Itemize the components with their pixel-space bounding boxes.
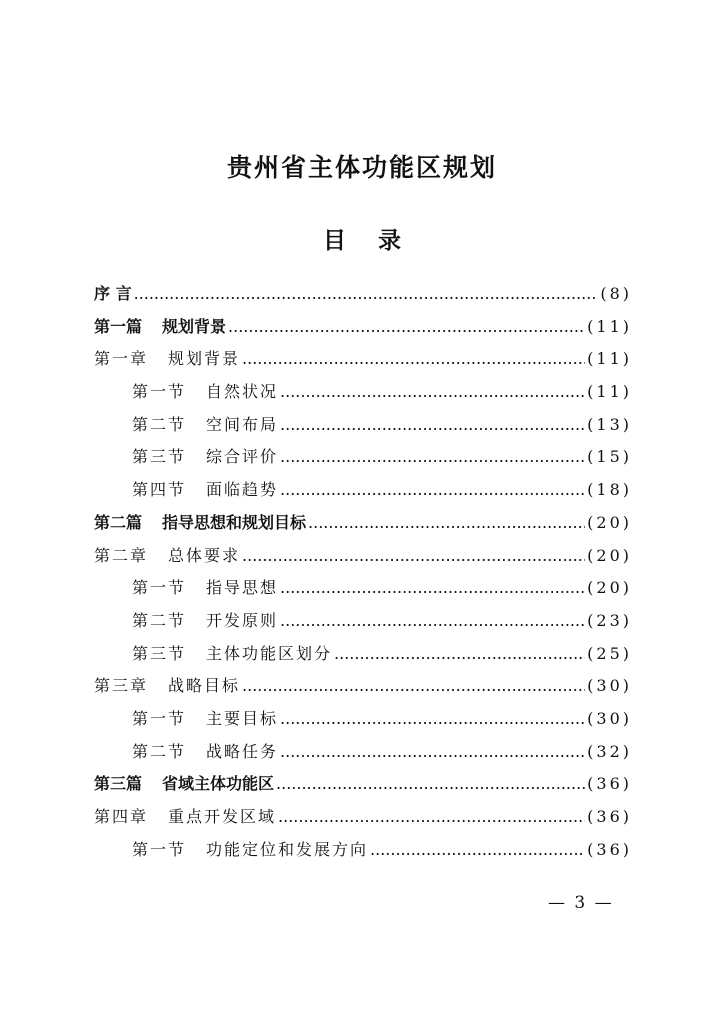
toc-entry-label: [94, 343, 240, 376]
toc-entry-title: 综合评价: [206, 447, 279, 467]
toc-entry-label: [94, 801, 276, 834]
dot-leader: [278, 801, 585, 834]
dot-leader: [334, 638, 585, 671]
toc-entry-label: [94, 278, 132, 311]
dot-leader: [242, 540, 585, 573]
toc-entry[interactable]: [94, 376, 632, 409]
toc-entry[interactable]: [94, 736, 632, 769]
toc-entry[interactable]: [94, 703, 632, 736]
toc-entry-number: 第三节: [132, 643, 187, 663]
toc-entry-title: 指导思想和规划目标: [162, 512, 307, 532]
dot-leader: [276, 768, 585, 801]
toc-entry-title: 自然状况: [206, 382, 279, 402]
toc-entry-page: (20): [587, 545, 632, 565]
toc-entry-title: 指导思想: [206, 578, 279, 598]
toc-entry-title: 功能定位和发展方向: [206, 839, 369, 859]
dot-leader: [242, 670, 585, 703]
toc-entry[interactable]: [94, 768, 632, 801]
toc-entry-title: 空间布局: [206, 414, 279, 434]
table-of-contents: [94, 278, 632, 866]
dot-leader: [280, 572, 585, 605]
toc-entry-number: 第一节: [132, 382, 187, 402]
toc-entry-label: [132, 572, 278, 605]
toc-entry-label: [94, 670, 240, 703]
toc-entry-title: 面临趋势: [206, 480, 279, 500]
toc-entry-number: 第三章: [94, 676, 149, 696]
toc-entry-number: 第三节: [132, 447, 187, 467]
toc-entry-title: 规划背景: [168, 349, 241, 369]
toc-entry-number: 第二篇: [94, 512, 143, 532]
toc-entry-page: (36): [587, 774, 632, 794]
dot-leader: [280, 441, 585, 474]
toc-entry-page: (23): [587, 610, 632, 630]
toc-entry-number: 第二节: [132, 414, 187, 434]
toc-entry-page: (18): [587, 480, 632, 500]
toc-entry-number: 序 言: [94, 284, 132, 303]
toc-entry-label: [132, 703, 278, 736]
dot-leader: [134, 278, 599, 311]
toc-entry-title: 规划背景: [162, 316, 227, 336]
toc-entry[interactable]: [94, 801, 632, 834]
toc-entry-label: [132, 409, 278, 442]
toc-entry-label: [94, 311, 226, 344]
toc-entry-number: 第二节: [132, 610, 187, 630]
toc-entry-page: (30): [587, 708, 632, 728]
toc-entry-number: 第四章: [94, 807, 149, 826]
toc-entry-page: (8): [600, 284, 632, 303]
toc-entry[interactable]: [94, 638, 632, 671]
toc-entry-title: 总体要求: [168, 545, 241, 565]
dot-leader: [280, 376, 585, 409]
toc-entry[interactable]: [94, 605, 632, 638]
dot-leader: [280, 703, 585, 736]
toc-entry-label: [132, 376, 278, 409]
toc-entry-page: (11): [587, 349, 632, 369]
toc-entry-title: 战略目标: [168, 676, 241, 696]
toc-entry-number: 第四节: [132, 480, 187, 500]
toc-entry[interactable]: [94, 670, 632, 703]
toc-entry-label: [132, 638, 332, 671]
toc-entry-number: 第一篇: [94, 316, 143, 336]
toc-entry-page: (20): [587, 578, 632, 598]
toc-entry-label: [132, 834, 368, 867]
dot-leader: [280, 409, 585, 442]
toc-entry-title: 重点开发区域: [168, 807, 277, 826]
toc-entry-page: (13): [587, 414, 632, 434]
document-title: 贵州省主体功能区规划: [226, 153, 497, 182]
toc-entry-label: [94, 507, 306, 540]
toc-entry-label: [132, 441, 278, 474]
toc-entry[interactable]: [94, 278, 632, 311]
dot-leader: [280, 605, 585, 638]
toc-entry-title: 主要目标: [206, 708, 279, 728]
toc-entry-page: (30): [587, 676, 632, 696]
toc-entry-number: 第一节: [132, 708, 187, 728]
toc-entry-label: [132, 474, 278, 507]
toc-entry[interactable]: [94, 311, 632, 344]
toc-entry-label: [132, 605, 278, 638]
toc-entry-number: 第一节: [132, 578, 187, 598]
toc-entry[interactable]: [94, 507, 632, 540]
toc-entry-page: (11): [587, 316, 632, 336]
toc-entry-page: (25): [587, 643, 632, 663]
toc-entry-label: [132, 736, 278, 769]
toc-entry[interactable]: [94, 474, 632, 507]
toc-entry[interactable]: [94, 834, 632, 867]
toc-entry-page: (20): [587, 512, 632, 532]
toc-entry-label: [94, 768, 274, 801]
toc-entry-title: 开发原则: [206, 610, 279, 630]
toc-entry-page: (32): [587, 741, 632, 761]
dot-leader: [308, 507, 585, 540]
toc-entry-page: (36): [587, 839, 632, 859]
toc-entry[interactable]: [94, 441, 632, 474]
dot-leader: [280, 474, 585, 507]
toc-entry-page: (15): [587, 447, 632, 467]
toc-entry[interactable]: [94, 343, 632, 376]
toc-entry-page: (36): [587, 807, 632, 826]
toc-entry-number: 第三篇: [94, 774, 143, 794]
toc-heading: 目 录: [322, 227, 413, 254]
page-number: — 3 —: [548, 893, 614, 913]
dot-leader: [370, 834, 585, 867]
toc-entry-title: 战略任务: [206, 741, 279, 761]
toc-entry-title: 省域主体功能区: [162, 774, 275, 794]
toc-entry[interactable]: [94, 540, 632, 573]
dot-leader: [280, 736, 585, 769]
toc-entry-number: 第二章: [94, 545, 149, 565]
toc-entry[interactable]: [94, 572, 632, 605]
toc-entry-number: 第一章: [94, 349, 149, 369]
toc-entry[interactable]: [94, 409, 632, 442]
toc-entry-page: (11): [587, 382, 632, 402]
dot-leader: [228, 311, 585, 344]
toc-entry-title: 主体功能区划分: [206, 643, 333, 663]
toc-entry-number: 第一节: [132, 839, 187, 859]
dot-leader: [242, 343, 585, 376]
toc-entry-label: [94, 540, 240, 573]
toc-entry-number: 第二节: [132, 741, 187, 761]
